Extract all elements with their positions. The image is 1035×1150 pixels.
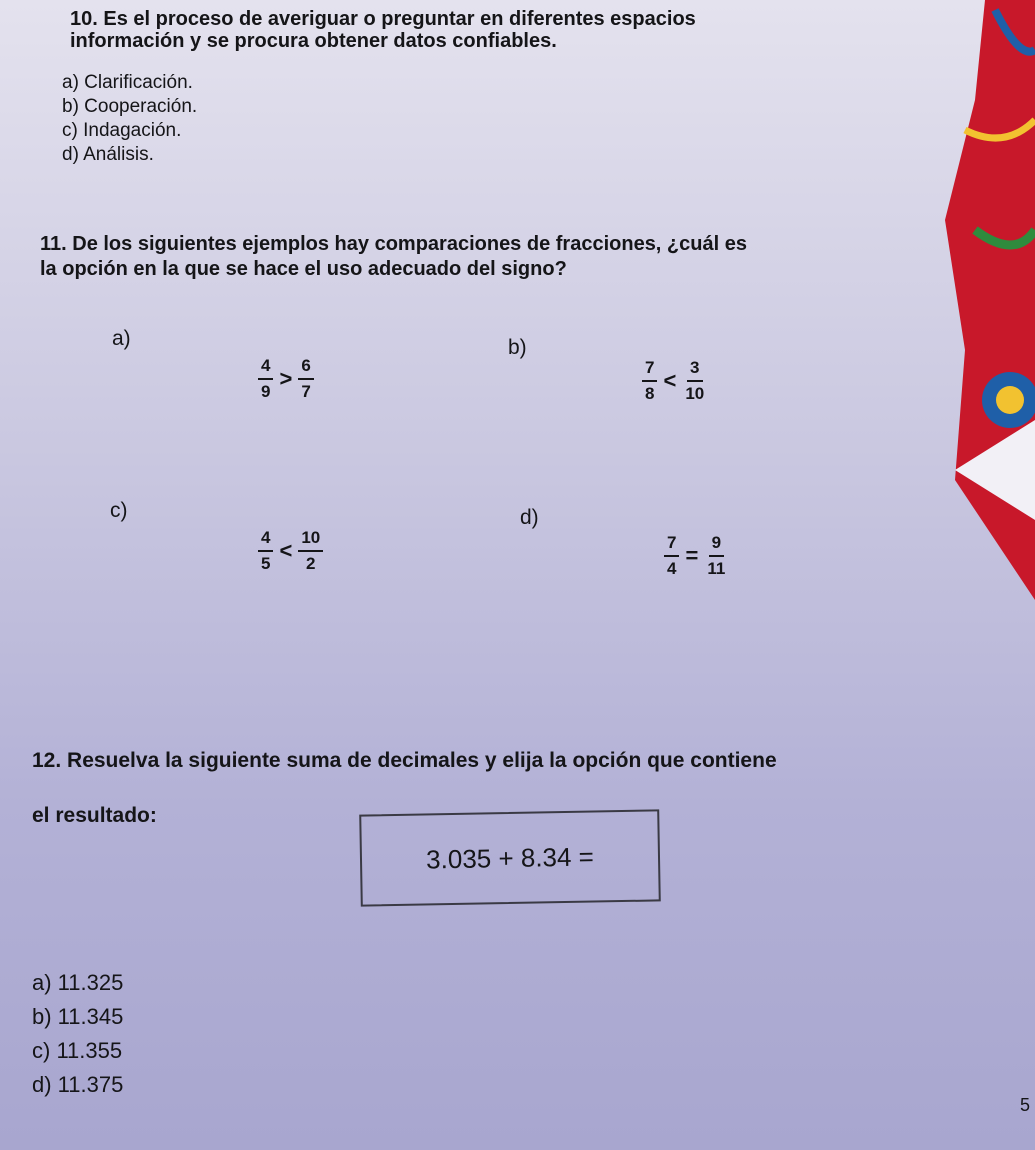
comparison-sign: < — [663, 368, 677, 393]
comparison-sign: < — [279, 538, 293, 563]
fraction: $\frac{7}{4}$ — [664, 533, 679, 579]
question-11-title-line-2: la opción en la que se hace el uso adecuado del signo? — [40, 258, 567, 280]
page-number: 5 — [1020, 1095, 1031, 1115]
fraction: $\frac{6}{7}$ — [298, 356, 313, 402]
equation-text: 3.035 + 8.34 = — [425, 841, 595, 874]
fraction: $\frac{9}{11}$ — [707, 533, 726, 578]
option-d-comparison — [664, 533, 728, 579]
question-10-option-a: a) Clarificación. — [62, 72, 193, 93]
option-c-label: c) — [110, 499, 128, 522]
question-12-option-d: d) 11.375 — [32, 1072, 124, 1097]
option-c-comparison — [258, 528, 323, 574]
comparison-sign: > — [279, 366, 293, 391]
option-b-comparison — [642, 358, 707, 404]
option-a-label: a) — [112, 327, 131, 350]
comparison-sign: = — [685, 543, 699, 568]
fraction: $\frac{10}{2}$ — [298, 528, 323, 574]
equation-box — [359, 809, 661, 906]
question-10-option-b: b) Cooperación. — [62, 96, 198, 117]
question-12-option-c: c) 11.355 — [32, 1038, 123, 1063]
fraction: $\frac{4}{9}$ — [258, 356, 273, 402]
option-a-comparison — [258, 356, 314, 402]
question-11-title-line-1: 11. De los siguientes ejemplos hay comparaciones de fracciones, ¿cuál es — [40, 233, 747, 255]
fraction: $\frac{4}{5}$ — [258, 528, 273, 574]
tablecloth-edge-decoration — [925, 0, 1035, 600]
question-12-option-b: b) 11.345 — [32, 1004, 124, 1029]
option-d-label: d) — [520, 506, 539, 529]
option-b-label: b) — [508, 336, 527, 359]
fraction: $\frac{7}{8}$ — [642, 358, 657, 404]
question-10-title-line-1: 10. Es el proceso de averiguar o preguntar en diferentes espacios — [70, 8, 696, 30]
question-12-title-line-1: 12. Resuelva la siguiente suma de decimales y elija la opción que contiene — [32, 749, 777, 772]
question-12-option-a: a) 11.325 — [32, 970, 124, 995]
question-10-option-c: c) Indagación. — [62, 120, 182, 141]
fraction: $\frac{3}{10}$ — [685, 358, 705, 403]
question-12-title-line-2: el resultado: — [32, 804, 157, 827]
question-10-option-d: d) Análisis. — [62, 144, 154, 165]
question-10-title-line-2: información y se procura obtener datos confiables. — [70, 30, 557, 52]
